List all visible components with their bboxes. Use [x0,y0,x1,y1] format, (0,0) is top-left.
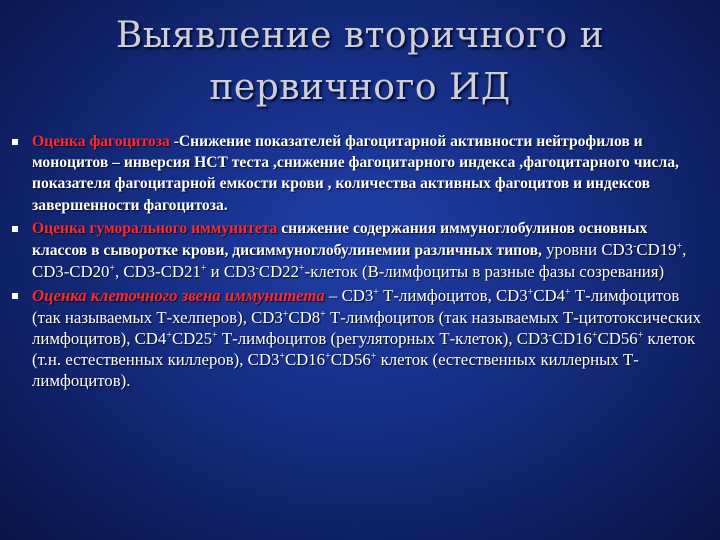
superscript: + [637,329,644,341]
superscript: + [212,329,218,341]
item-text-bold: снижение содержания иммуноглобулинов основных классов в сыворотке крови, дисиммуноглобулинемии различных типов, [32,219,648,260]
item-heading: Оценка фагоцитоза [32,133,170,150]
superscript: + [676,241,683,253]
superscript: - [548,329,552,341]
item-text-part: Т-лимфоцитов (регуляторных Т-клеток), CD3 [217,328,549,348]
item-text-part: клеток (т.н. естественных киллеров), CD3 [32,328,696,370]
square-bullet-icon [12,293,18,299]
superscript: + [370,351,377,363]
superscript: + [166,329,172,341]
item-text-part: и CD3 [206,262,256,282]
item-text-part: CD16 [551,328,592,348]
item-text-part: Т-лимфоцитов, CD3 [378,286,528,306]
item-heading: Оценка клеточного звена иммунитета [32,286,325,306]
bullet-item-cellular [32,285,702,391]
item-text: -Снижение показателей фагоцитарной активности нейтрофилов и моноцитов – инверсия НСТ теста ,снижение фагоцитарного индекса ,фагоцитарного числа, показателя фагоцитарной емкости крови , количества активных фагоцитов и индексов завершенности фагоцитоза. [32,133,679,214]
item-text-part: , CD3-CD21 [115,262,201,282]
item-text-part: CD56 [597,328,638,348]
item-text-part: – CD3 [324,286,374,306]
square-bullet-icon [12,139,18,145]
slide-title [60,10,660,114]
item-text-part: CD25 [171,328,213,348]
item-text-part: клеток (естественных киллерных Т-лимфоцитов). [32,350,639,391]
superscript: + [279,351,285,363]
square-bullet-icon [12,226,18,232]
item-text-part: CD8 [288,307,321,327]
superscript: - [255,263,259,275]
item-text-part: -клеток (В-лимфоциты в разные фазы созревания) [304,262,665,282]
item-text-part: CD56 [330,350,371,370]
item-text-part: Т-лимфоцитов (так называемых Т-хелперов), CD3 [32,286,680,327]
bullet-item-humoral [32,218,702,284]
superscript: + [282,308,289,320]
slide-title-line-2: первичного ИД [209,67,511,108]
superscript: + [298,263,305,275]
item-text-part: CD16 [284,350,326,370]
superscript: + [109,263,116,275]
superscript: + [591,329,598,341]
item-text-part: CD19 [636,240,677,260]
superscript: + [325,351,331,363]
superscript: + [373,287,379,299]
item-text-part: Т-лимфоцитов (так называемых Т-цитотоксических лимфоцитов), CD4 [32,307,701,348]
slide-body [32,131,702,393]
superscript: + [527,287,534,299]
item-text-part: CD22 [258,262,299,282]
item-text-part: CD4 [533,286,566,306]
item-heading: Оценка гуморального иммунитета [32,219,278,237]
superscript: - [633,241,637,253]
bullet-item-phagocytosis [32,131,702,216]
slide-title-line-1: Выявление вторичного и [115,15,605,56]
superscript: + [320,308,326,320]
superscript: + [565,287,571,299]
superscript: + [200,263,207,275]
item-text-part: , CD3-CD20 [32,240,687,282]
item-text-part: уровни CD3 [541,240,634,260]
